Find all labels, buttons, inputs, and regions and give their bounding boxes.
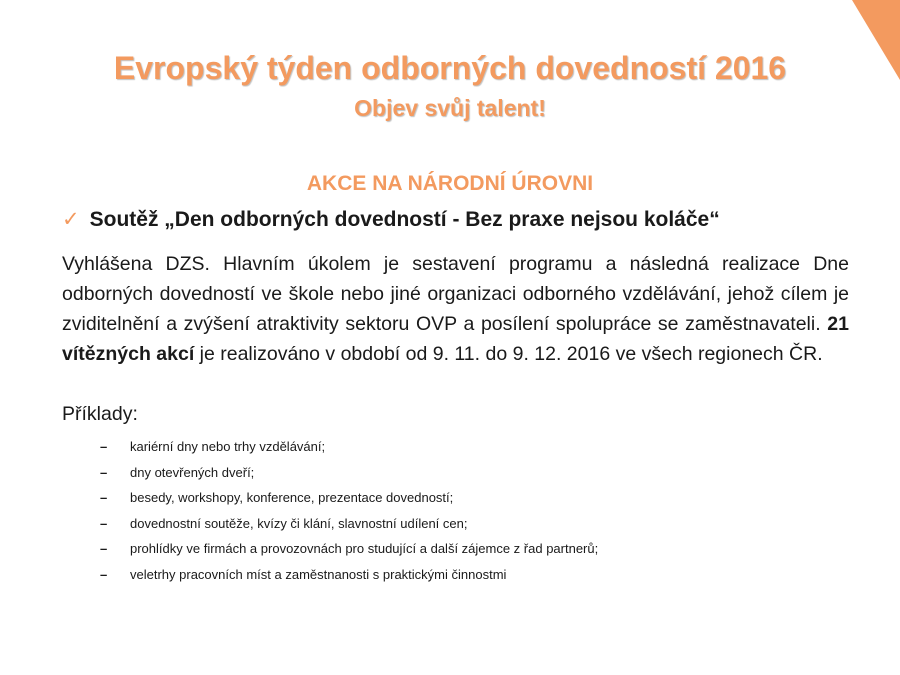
list-item: – dovednostní soutěže, kvízy či klání, slavnostní udílení cen; bbox=[100, 514, 598, 540]
paragraph-text-1: Vyhlášena DZS. Hlavním úkolem je sestavení programu a následná realizace Dne odborných dovedností ve škole nebo jiné organizaci odborného vzdělávání, jehož cílem je zviditelnění a zvýšení atraktivity sektoru OVP a posílení spolupráce se zaměstnavateli. bbox=[62, 253, 849, 335]
dash-marker: – bbox=[100, 439, 108, 454]
list-item: – kariérní dny nebo trhy vzdělávání; bbox=[100, 437, 598, 463]
dash-marker: – bbox=[100, 464, 108, 480]
examples-label: Příklady: bbox=[62, 403, 138, 425]
bullet-heading-text: Soutěž „Den odborných dovedností - Bez praxe nejsou koláče“ bbox=[89, 208, 720, 231]
slide-title: Evropský týden odborných dovedností 2016 bbox=[113, 50, 787, 86]
section-heading: AKCE NA NÁRODNÍ ÚROVNI bbox=[306, 172, 594, 195]
dash-marker: – bbox=[100, 515, 108, 531]
dash-marker: – bbox=[100, 490, 108, 505]
paragraph-text-2: je realizováno v období od 9. 11. do 9. 12. 2016 ve všech regionech ČR. bbox=[199, 343, 823, 365]
list-item: – prohlídky ve firmách a provozovnách pro studující a další zájemce z řad partnerů; bbox=[100, 539, 598, 565]
list-item: – besedy, workshopy, konference, prezentace dovedností; bbox=[100, 488, 598, 514]
slide-subtitle: Objev svůj talent! bbox=[354, 95, 546, 121]
dash-marker: – bbox=[100, 541, 108, 556]
description-paragraph bbox=[62, 249, 849, 369]
list-item: – veletrhy pracovních míst a zaměstnanosti s praktickými činnostmi bbox=[100, 565, 598, 591]
examples-list bbox=[100, 437, 598, 590]
bullet-heading bbox=[62, 207, 862, 232]
check-icon: ✓ bbox=[62, 208, 80, 231]
paragraph-bold-text: 21 vítězných akcí bbox=[62, 313, 849, 365]
list-item: – dny otevřených dveří; bbox=[100, 463, 598, 489]
dash-marker: – bbox=[100, 566, 108, 582]
